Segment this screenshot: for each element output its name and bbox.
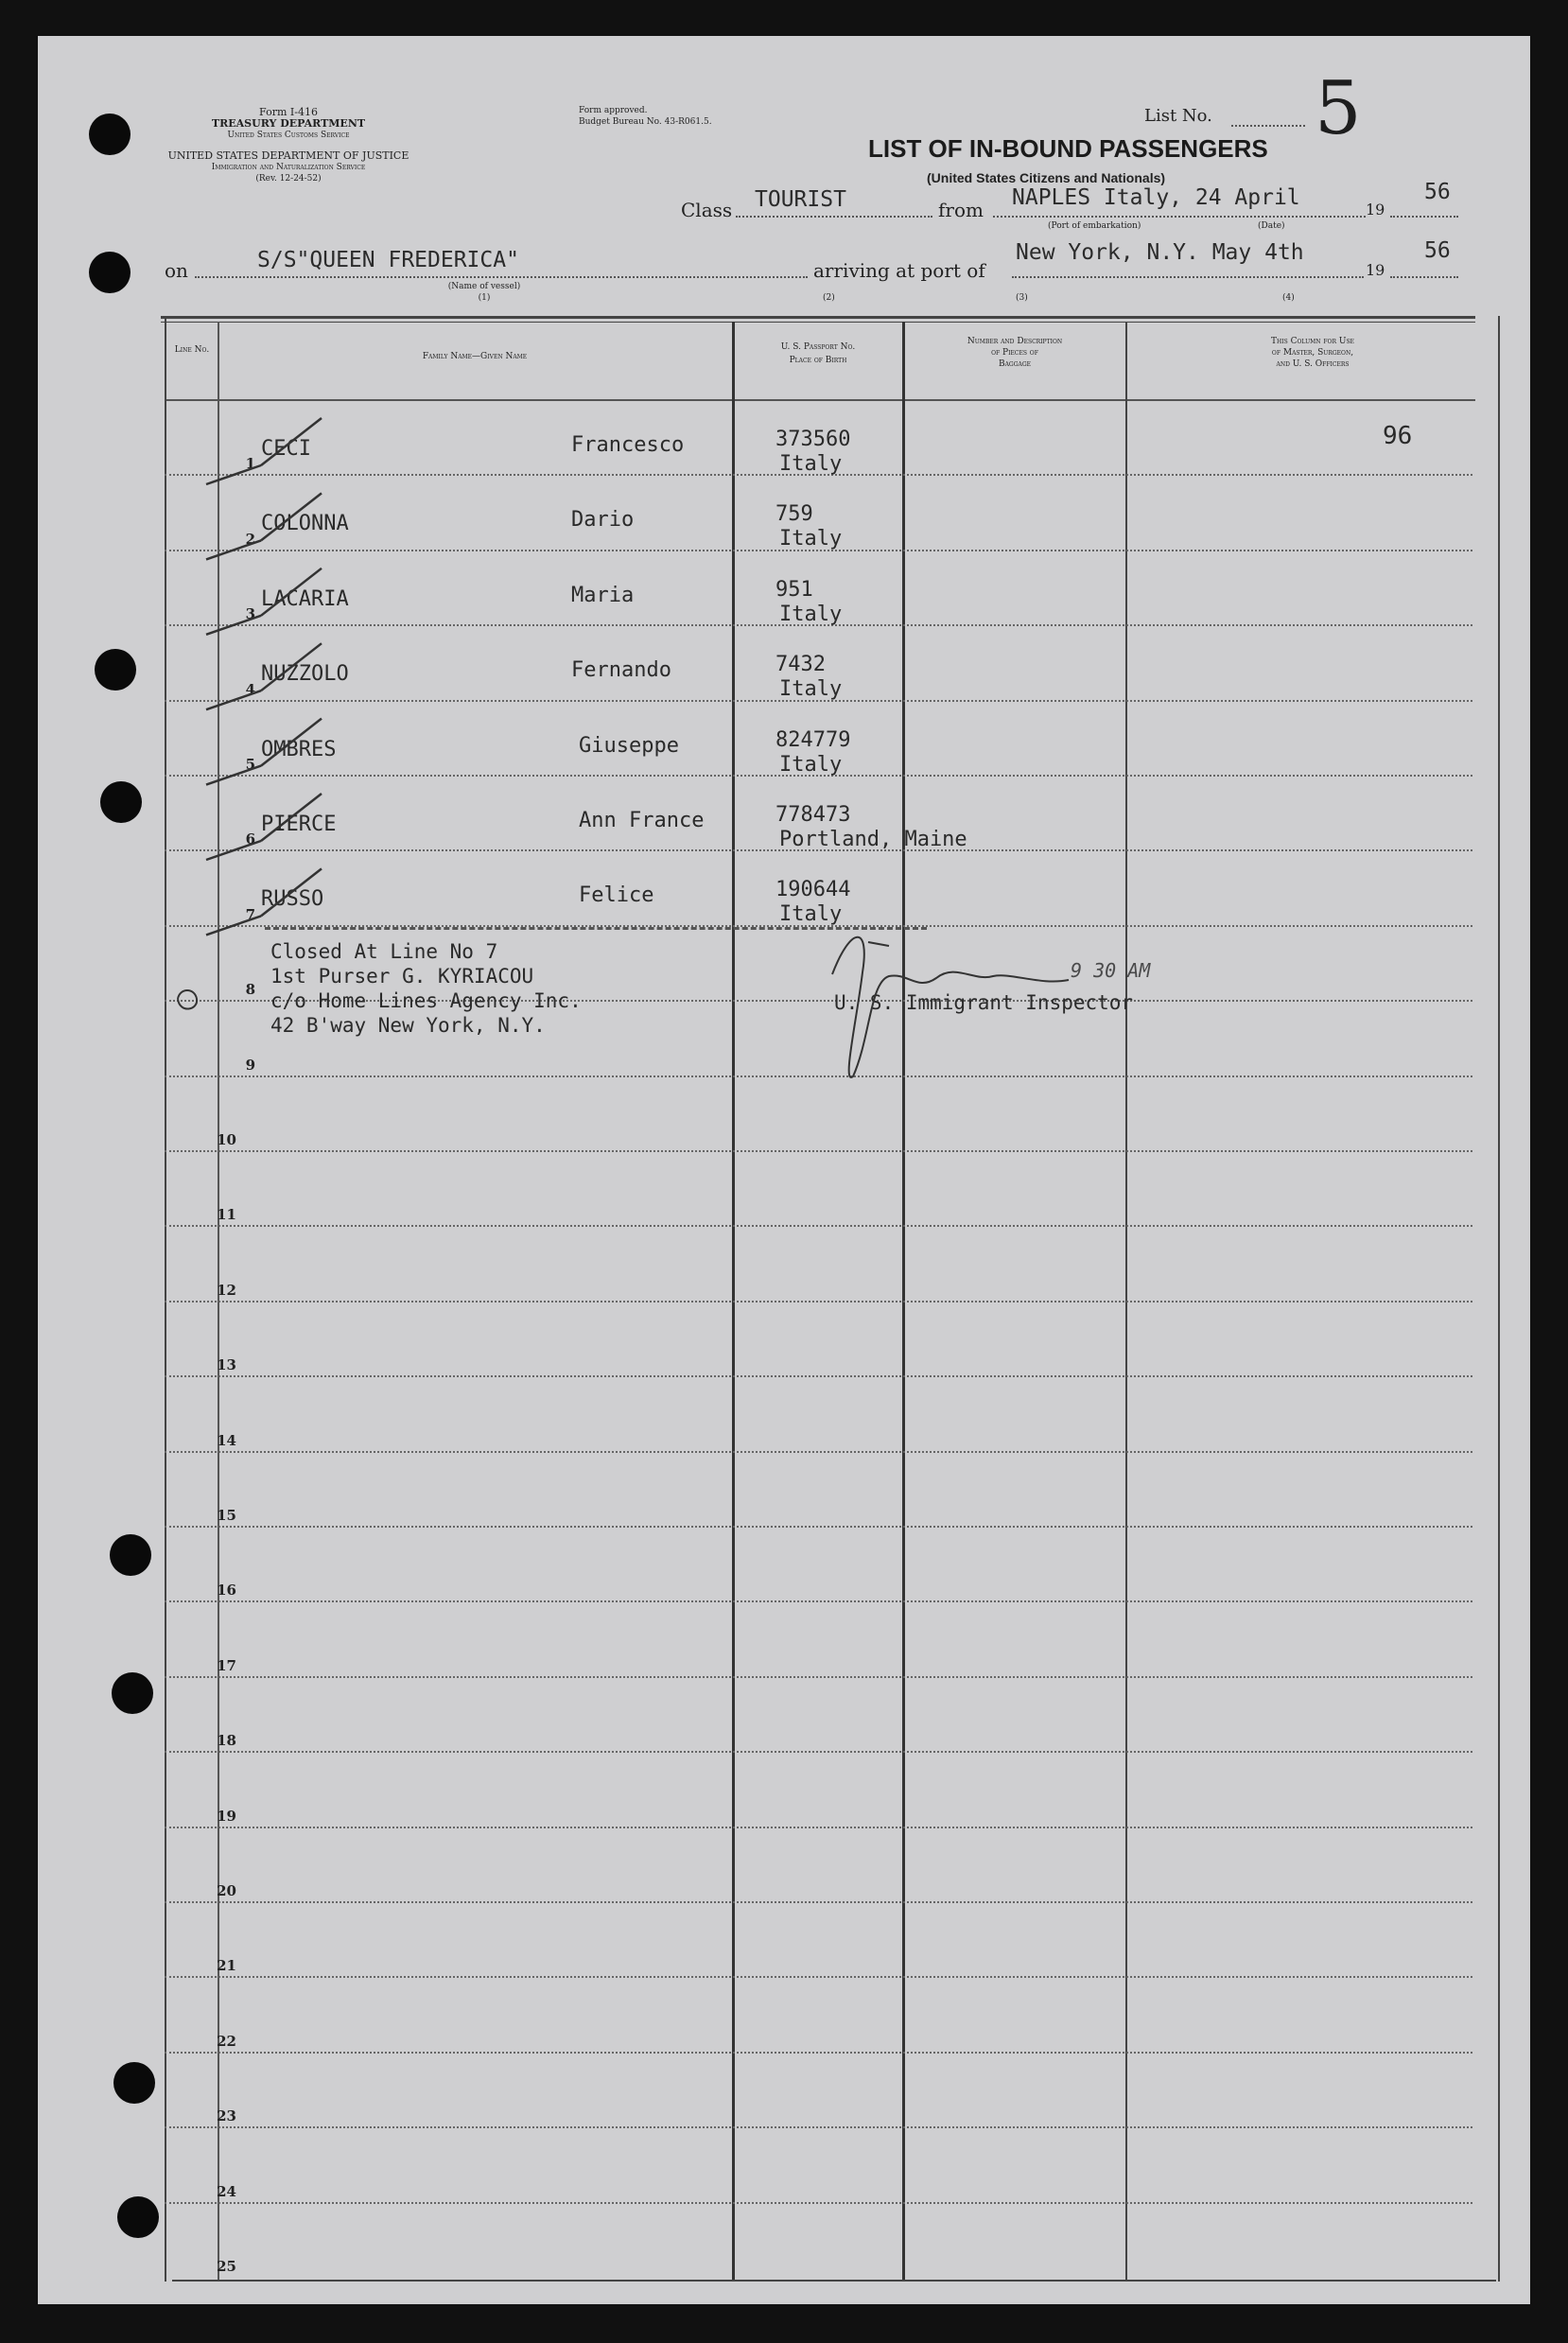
line-number: 20 — [217, 1882, 236, 1899]
col-header-baggage-2: of Pieces of — [991, 348, 1038, 358]
form-revision: (Rev. 12-24-52) — [255, 174, 322, 184]
line-number: 8 — [245, 981, 255, 999]
line-number: 25 — [217, 2258, 236, 2275]
line-number: 21 — [217, 1957, 236, 1975]
col-header-officers-1: This Column for Use — [1271, 337, 1354, 346]
passenger-family-name: NUZZOLO — [261, 662, 349, 687]
check-mark — [206, 643, 322, 709]
passenger-given-name: Giuseppe — [579, 733, 679, 758]
ins-service: Immigration and Naturalization Service — [211, 163, 366, 172]
line-number: 22 — [217, 2032, 236, 2050]
from-value: NAPLES Italy, 24 April — [1012, 185, 1300, 210]
customs-service: United States Customs Service — [227, 131, 350, 140]
closing-purser: 1st Purser G. KYRIACOU — [270, 965, 534, 988]
col-header-officers-3: and U. S. Officers — [1276, 359, 1350, 369]
passenger-family-name: PIERCE — [261, 813, 337, 836]
check-mark — [206, 868, 322, 935]
line-number: 6 — [245, 831, 255, 848]
check-mark — [206, 719, 322, 785]
passenger-family-name: RUSSO — [261, 887, 324, 912]
passenger-birthplace: Italy — [779, 902, 843, 927]
closing-agency: c/o Home Lines Agency Inc. — [270, 989, 582, 1012]
passenger-given-name: Dario — [571, 508, 635, 533]
col1-caption: (1) — [478, 293, 491, 303]
line-number: 12 — [217, 1281, 236, 1299]
passenger-birthplace: Italy — [779, 602, 843, 626]
col-header-baggage-1: Number and Description — [967, 337, 1063, 346]
passenger-passport-no: 951 — [775, 577, 813, 602]
closing-address: 42 B'way New York, N.Y. — [270, 1014, 546, 1037]
passenger-passport-no: 7432 — [775, 653, 826, 677]
check-mark — [206, 418, 322, 484]
vessel-caption: (Name of vessel) — [447, 282, 521, 291]
passenger-given-name: Francesco — [571, 433, 685, 457]
year-prefix: 19 — [1366, 201, 1385, 219]
inspector-title: U. S. Immigrant Inspector — [834, 991, 1134, 1014]
col-header-name: Family Name—Given Name — [422, 352, 528, 361]
class-label: Class — [681, 199, 733, 221]
line-number: 1 — [245, 455, 255, 473]
year-value: 56 — [1424, 180, 1451, 204]
line-number: 3 — [245, 605, 255, 623]
form-sheet — [38, 36, 1530, 2304]
passenger-birthplace: Italy — [779, 752, 843, 777]
col4-caption: (4) — [1282, 293, 1295, 303]
on-label: on — [165, 259, 188, 282]
passenger-birthplace: Portland, Maine — [779, 828, 967, 851]
passenger-passport-no: 373560 — [775, 428, 851, 451]
line-number: 24 — [217, 2182, 236, 2200]
closing-line-1: Closed At Line No 7 — [270, 940, 498, 963]
col2-caption: (2) — [823, 293, 835, 303]
line-number: 13 — [217, 1356, 236, 1374]
passenger-family-name: COLONNA — [261, 512, 349, 536]
line-number: 11 — [217, 1206, 236, 1224]
check-mark — [206, 568, 322, 635]
officer-note: 96 — [1383, 422, 1413, 450]
passenger-family-name: CECI — [261, 437, 311, 461]
year-value-2: 56 — [1424, 238, 1451, 263]
check-mark — [206, 493, 322, 559]
year-prefix-2: 19 — [1366, 261, 1385, 279]
line-number: 4 — [245, 680, 255, 698]
arrival-value: New York, N.Y. May 4th — [1016, 240, 1304, 265]
passenger-family-name: LACARIA — [261, 586, 349, 611]
passenger-passport-no: 190644 — [775, 878, 851, 902]
passenger-birthplace: Italy — [779, 527, 843, 551]
vessel-name: S/S"QUEEN FREDERICA" — [257, 248, 519, 272]
line-number: 23 — [217, 2107, 236, 2125]
passenger-passport-no: 778473 — [775, 803, 851, 827]
passenger-passport-no: 759 — [775, 502, 813, 527]
date-caption: (Date) — [1258, 221, 1285, 231]
from-label: from — [938, 199, 984, 221]
form-number: Form I-416 — [259, 106, 318, 118]
list-number: 5 — [1315, 66, 1362, 151]
budget-bureau: Budget Bureau No. 43-R061.5. — [579, 117, 712, 127]
line-number: 2 — [245, 530, 255, 548]
port-embarkation-caption: (Port of embarkation) — [1048, 221, 1141, 231]
line-number: 14 — [217, 1431, 236, 1449]
passenger-given-name: Felice — [579, 883, 654, 908]
line-number: 18 — [217, 1732, 236, 1750]
page-subtitle: (United States Citizens and Nationals) — [927, 170, 1166, 185]
page-title: LIST OF IN-BOUND PASSENGERS — [868, 134, 1268, 163]
col3-caption: (3) — [1016, 293, 1028, 303]
handwritten-marks — [38, 36, 1530, 2304]
line-number: 10 — [217, 1131, 236, 1148]
col-header-officers-2: of Master, Surgeon, — [1271, 348, 1354, 358]
col-header-birthplace: Place of Birth — [789, 356, 847, 365]
list-no-label: List No. — [1144, 106, 1212, 126]
check-mark — [206, 794, 322, 860]
line-number: 9 — [245, 1056, 255, 1074]
arriving-label: arriving at port of — [813, 259, 985, 282]
passenger-given-name: Ann France — [579, 809, 705, 832]
justice-dept: UNITED STATES DEPARTMENT OF JUSTICE — [167, 149, 409, 162]
passenger-given-name: Fernando — [571, 658, 671, 683]
class-value: TOURIST — [755, 187, 846, 212]
passenger-birthplace: Italy — [779, 452, 843, 476]
line-number: 5 — [245, 756, 255, 773]
line-number: 19 — [217, 1807, 236, 1825]
passenger-family-name: OMBRES — [261, 737, 337, 761]
col-header-passport: U. S. Passport No. — [780, 342, 856, 352]
passenger-given-name: Maria — [571, 583, 635, 607]
inspection-time: 9 30 AM — [1071, 959, 1151, 982]
line-number: 7 — [245, 905, 255, 923]
form-approved: Form approved. — [579, 106, 648, 115]
line-number: 15 — [217, 1507, 236, 1524]
passenger-birthplace: Italy — [779, 677, 843, 702]
passenger-passport-no: 824779 — [775, 727, 851, 752]
treasury-dept: TREASURY DEPARTMENT — [211, 117, 366, 130]
col-header-baggage-3: Baggage — [998, 359, 1032, 369]
col-header-line: Line No. — [174, 345, 210, 355]
line-number: 16 — [217, 1582, 236, 1600]
line-number: 17 — [217, 1656, 236, 1674]
